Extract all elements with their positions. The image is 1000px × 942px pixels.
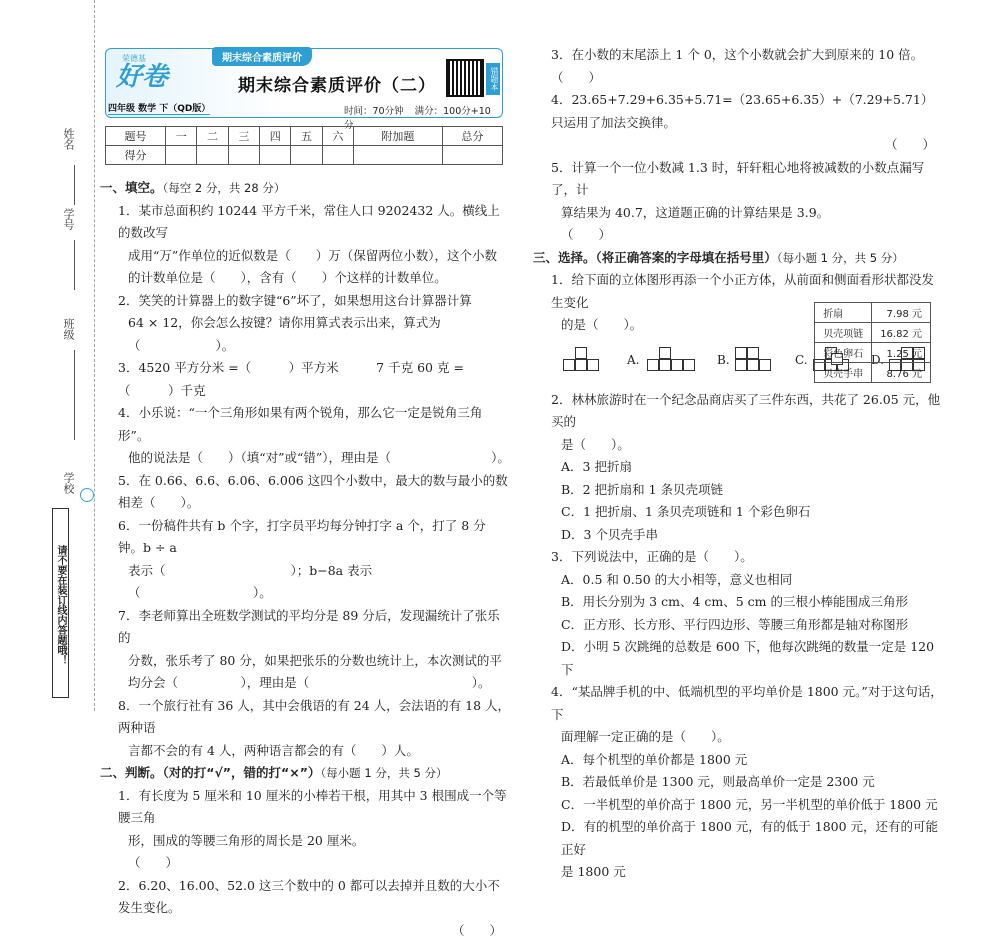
binding-notice: 请不要在装订线内答题哦！ <box>52 508 69 698</box>
score-cell[interactable] <box>322 146 353 165</box>
question-line: 7．李老师算出全班数学测试的平均分是 89 分后，发现漏统计了张乐的 <box>100 605 510 650</box>
id-label: 学号 <box>60 208 76 230</box>
question-line: 的计数单位是（ ），含有（ ）个这样的计数单位。 <box>100 267 510 290</box>
price-value: 1.25 元 <box>872 343 931 363</box>
class-line <box>74 350 75 440</box>
score-table-header: 六 <box>322 127 353 146</box>
right-content <box>533 44 943 884</box>
price-row <box>815 343 931 363</box>
price-item: 彩色卵石 <box>815 343 872 363</box>
price-value: 16.82 元 <box>872 323 931 343</box>
cube-figure-b <box>733 343 777 377</box>
brand-tagline: 荣德基 <box>108 53 208 64</box>
score-table-header: 题号 <box>106 127 166 146</box>
price-table <box>814 302 931 383</box>
section-note: （每小题 1 分，共 5 分） <box>777 251 904 265</box>
score-row-label: 得分 <box>106 146 166 165</box>
price-row <box>815 363 931 383</box>
price-item: 折扇 <box>815 303 872 323</box>
cube-figure-a <box>645 343 689 377</box>
score-table-header: 二 <box>197 127 228 146</box>
section-title: 二、判断。（对的打“√”，错的打“×”） <box>100 765 320 780</box>
brand-name: 好卷 <box>108 64 208 90</box>
question-line: 分数，张乐考了 80 分，如果把张乐的分数也统计上，本次测试的平 <box>100 650 510 673</box>
question-line: 2．林林旅游时在一个纪念品商店买了三件东西，共花了 26.05 元，他买的 <box>533 389 943 434</box>
question-line: 64 × 12，你会怎么按键？请你用算式表示出来，算式为（ ）。 <box>100 312 510 357</box>
qr-tab: 错题本 <box>486 63 500 95</box>
score-table-header-row <box>106 127 503 146</box>
exam-header <box>105 48 503 118</box>
question-line: 言都不会的有 4 人，两种语言都会的有（ ）人。 <box>100 740 510 763</box>
question-line: 的是（ ）。 <box>533 314 943 337</box>
score-table-header: 四 <box>260 127 291 146</box>
score-cell[interactable] <box>166 146 197 165</box>
choice-option: A．0.5 和 0.50 的大小相等，意义也相同 <box>533 569 943 592</box>
name-label: 姓名 <box>60 128 76 150</box>
grade-label: 四年级 数学 下（QD版） <box>108 101 210 115</box>
score-table-header: 一 <box>166 127 197 146</box>
section-1-heading <box>100 177 510 200</box>
price-row <box>815 323 931 343</box>
question-line: 4．“某品牌手机的中、低端机型的平均单价是 1800 元。”对于这句话，下 <box>533 681 943 726</box>
question-line: 形，围成的等腰三角形的周长是 20 厘米。 （ ） <box>100 830 510 875</box>
id-line <box>74 240 75 290</box>
section-title: 三、选择。（将正确答案的字母填在括号里） <box>533 250 777 265</box>
question-line: 3．在小数的末尾添上 1 个 0，这个小数就会扩大到原来的 10 倍。 （ ） <box>533 44 943 89</box>
left-content <box>100 177 510 942</box>
exam-type-badge: 期末综合素质评价 <box>212 47 312 66</box>
choice-option: A．3 把折扇 <box>533 456 943 479</box>
option-label: A. <box>627 349 639 372</box>
price-value: 7.98 元 <box>872 303 931 323</box>
question-line: 3．下列说法中，正确的是（ ）。 <box>533 546 943 569</box>
binding-margin <box>0 0 95 711</box>
score-table-header: 总分 <box>442 127 502 146</box>
answer-paren[interactable]: （ ） <box>100 920 510 942</box>
score-table-header: 附加题 <box>354 127 443 146</box>
choice-option: A．每个机型的单价都是 1800 元 <box>533 749 943 772</box>
question-line: 2．6.20、16.00、52.0 这三个数中的 0 都可以去掉并且数的大小不发生变化。 <box>100 875 510 920</box>
score-cell[interactable] <box>442 146 502 165</box>
question-line: 2．笑笑的计算器上的数字键“6”坏了，如果想用这台计算器计算 <box>100 290 510 313</box>
score-table-header: 五 <box>291 127 322 146</box>
choice-option: B．若最低单价是 1300 元，则最高单价一定是 2300 元 <box>533 771 943 794</box>
choice-option: C．一半机型的单价高于 1800 元，另一半机型的单价低于 1800 元 <box>533 794 943 817</box>
choice-option: D．3 个贝壳手串 <box>533 524 943 547</box>
logo-mark-icon <box>80 488 94 502</box>
option-label: D. <box>871 349 884 372</box>
section-2-heading <box>100 762 510 785</box>
price-item: 贝壳手串 <box>815 363 872 383</box>
score-cell[interactable] <box>260 146 291 165</box>
choice-option: B．2 把折扇和 1 条贝壳项链 <box>533 479 943 502</box>
score-table-header: 三 <box>228 127 259 146</box>
question-line: 8．一个旅行社有 36 人，其中会俄语的有 24 人，会法语的有 18 人，两种语 <box>100 695 510 740</box>
option-label: B. <box>717 349 730 372</box>
section-note: （每小题 1 分，共 5 分） <box>320 766 447 780</box>
option-label: C. <box>795 349 808 372</box>
score-cell[interactable] <box>354 146 443 165</box>
choice-option: D．小明 5 次跳绳的总数是 600 下，他每次跳绳的数量一定是 120 下 <box>533 636 943 681</box>
question-line: 1．某市总面积约 10244 平方千米，常住人口 9202432 人。横线上的数改写 <box>100 200 510 245</box>
choice-option: 是 1800 元 <box>533 861 943 884</box>
section-3-heading <box>533 247 943 270</box>
score-table-row <box>106 146 503 165</box>
class-label: 班级 <box>60 318 76 340</box>
school-label: 学校 <box>60 472 76 494</box>
score-cell[interactable] <box>228 146 259 165</box>
question-line: 3．4520 平方分米 =（ ）平方米 7 千克 60 克 =（ ）千克 <box>100 357 510 402</box>
answer-paren[interactable]: （ ） <box>533 134 943 157</box>
choice-option: B．用长分别为 3 cm、4 cm、5 cm 的三根小棒能围成三角形 <box>533 591 943 614</box>
question-line: 1．给下面的立体图形再添一个小正方体，从前面和侧面看形状都没发生变化 <box>533 269 943 314</box>
price-value: 8.76 元 <box>872 363 931 383</box>
choice-option: C．正方形、长方形、平行四边形、等腰三角形都是轴对称图形 <box>533 614 943 637</box>
choice-option: D．有的机型的单价高于 1800 元，有的低于 1800 元，还有的可能正好 <box>533 816 943 861</box>
choice-option: C．1 把折扇、1 条贝壳项链和 1 个彩色卵石 <box>533 501 943 524</box>
score-cell[interactable] <box>291 146 322 165</box>
question-line: 面理解一定正确的是（ ）。 <box>533 726 943 749</box>
qr-code-icon[interactable] <box>446 59 484 97</box>
question-line: 4．小乐说：“一个三角形如果有两个锐角，那么它一定是锐角三角形”。 <box>100 402 510 447</box>
question-line: 1．有长度为 5 厘米和 10 厘米的小棒若干根，用其中 3 根围成一个等腰三角 <box>100 785 510 830</box>
question-line: 均分会（ ），理由是（ ）。 <box>100 672 510 695</box>
question-line: 5．计算一个一位小数减 1.3 时，轩轩粗心地将被减数的小数点漏写了，计 <box>533 157 943 202</box>
section-note: （每空 2 分，共 28 分） <box>163 181 286 195</box>
question-line: 表示（ ）；b−8a 表示（ ）。 <box>100 560 510 605</box>
section-title: 一、填空。 <box>100 180 163 195</box>
price-row <box>815 303 931 323</box>
brand-logo <box>108 53 208 97</box>
score-table <box>105 126 503 165</box>
time-limit: 时间：70分钟 <box>344 106 404 117</box>
question-line: 6．一份稿件共有 b 个字，打字员平均每分钟打字 a 个，打了 8 分钟。b ÷ a <box>100 515 510 560</box>
question-line: 5．在 0.66、6.6、6.06、6.006 这四个小数中，最大的数与最小的数相差（ ）。 <box>100 470 510 515</box>
price-item: 贝壳项链 <box>815 323 872 343</box>
exam-title: 期末综合素质评价（二） <box>238 71 436 96</box>
cube-figure-original <box>561 343 605 377</box>
question-line: 算结果为 40.7，这道题正确的计算结果是 3.9。 （ ） <box>533 202 943 247</box>
question-line: 4．23.65+7.29+6.35+5.71=（23.65+6.35）+（7.29+5.71）只运用了加法交换律。 <box>533 89 943 134</box>
question-line: 他的说法是（ ）（填“对”或“错”），理由是（ ）。 <box>100 447 510 470</box>
full-score: 满分：100分+10分 <box>344 106 491 131</box>
score-cell[interactable] <box>197 146 228 165</box>
question-line: 是（ ）。 <box>533 434 943 457</box>
name-line <box>74 165 75 205</box>
question-line: 成用“万”作单位的近似数是（ ）万（保留两位小数），这个小数 <box>100 245 510 268</box>
